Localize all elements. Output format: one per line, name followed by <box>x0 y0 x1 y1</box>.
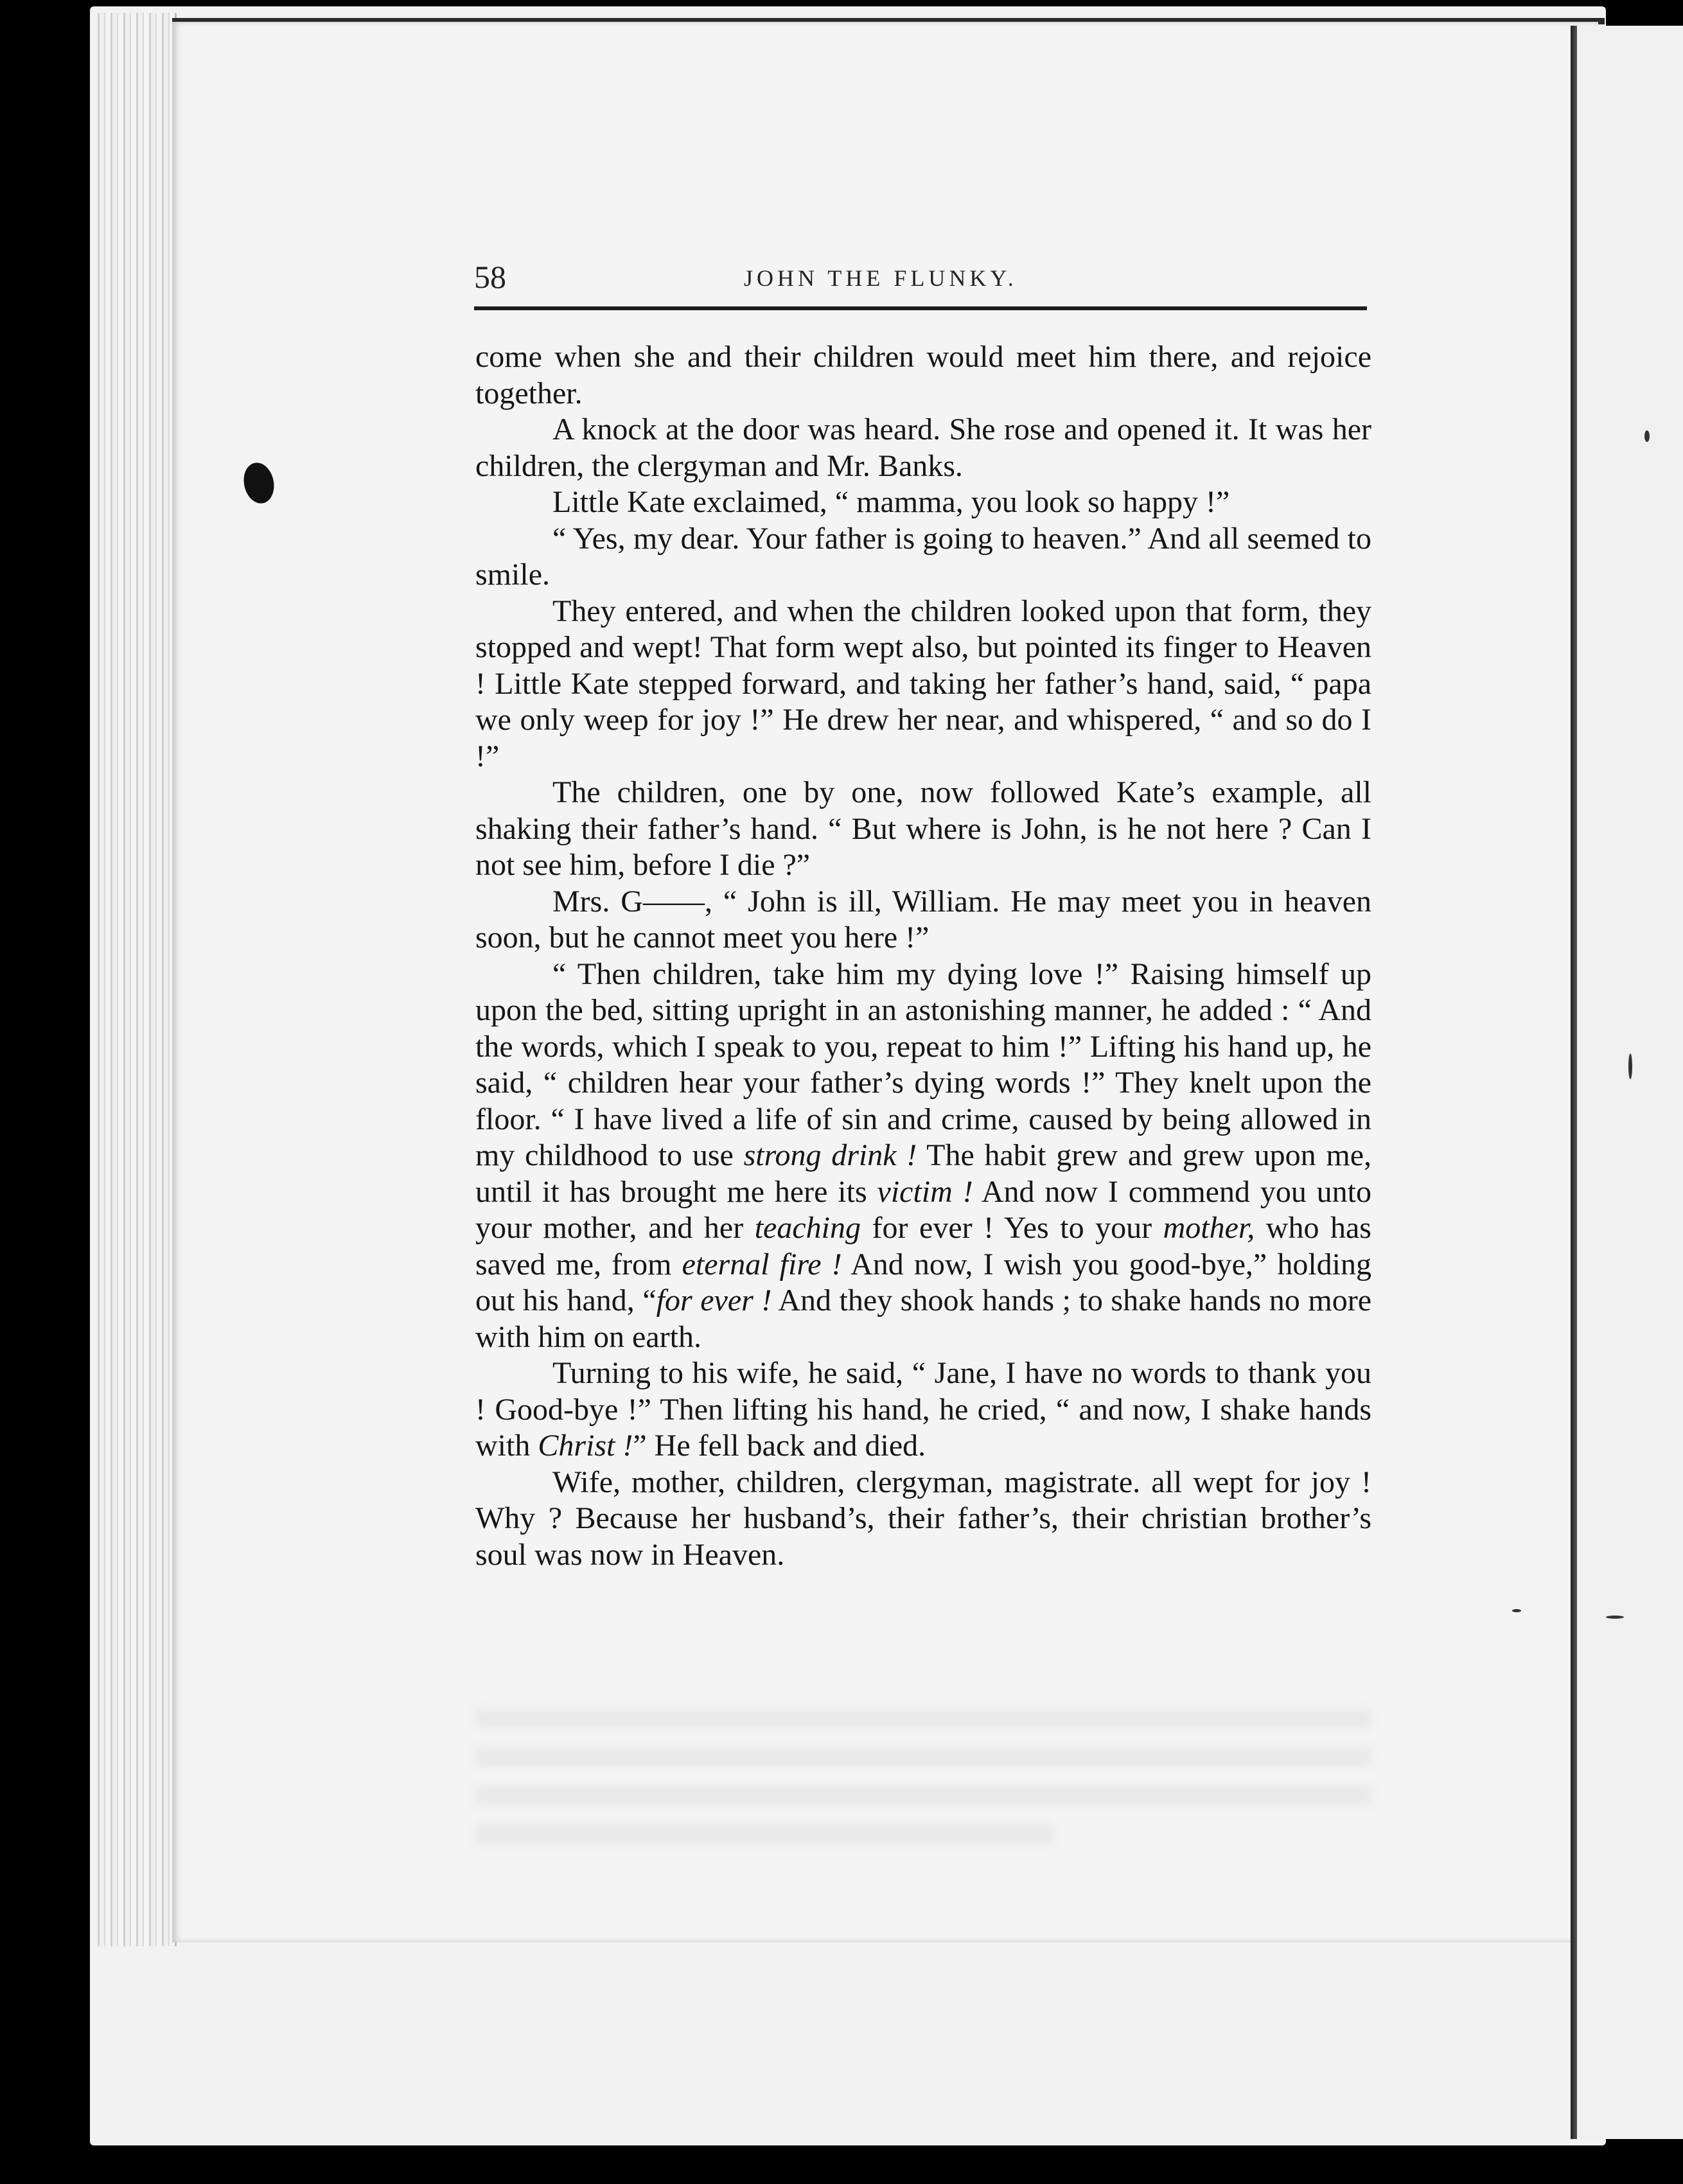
paragraph: Little Kate exclaimed, “ mamma, you look so happy !” <box>552 485 1230 519</box>
text-run: who has saved me, from <box>475 1211 1371 1281</box>
paragraph: come when she and their children would meet him there, and rejoice together. <box>475 340 1371 410</box>
running-title: JOHN THE FLUNKY. <box>744 265 1018 291</box>
paragraph: Mrs. G——, “ John is ill, William. He may meet you in heaven soon, but he cannot meet you here !” <box>475 884 1371 955</box>
page-header <box>474 251 1367 315</box>
speck <box>1512 1609 1521 1612</box>
italic-run: mother, <box>1163 1211 1255 1245</box>
text-run: ” He fell back and died. <box>633 1429 926 1463</box>
text-run: The habit grew and grew upon me, until it has brought me here its <box>475 1138 1371 1209</box>
page-number: 58 <box>474 259 506 295</box>
paragraph: The children, one by one, now followed Kate’s example, all shaking their father’s hand. “ But where is John, is he not here ? Can I not see him, before I die ?” <box>475 775 1371 882</box>
text-run: And they shook hands ; to shake hands no more with him on earth. <box>475 1283 1371 1354</box>
text-run: And now I commend you unto your mother, and her <box>475 1174 1372 1245</box>
bleed-through-line <box>475 1786 1371 1805</box>
italic-run: Christ ! <box>538 1429 633 1463</box>
speck <box>1644 430 1650 442</box>
text-run: Turning to his wife, he said, “ Jane, I have no words to thank you ! Good-bye !” Then lifting his hand, he cried, “ and now, I shake hands with <box>475 1356 1371 1463</box>
italic-run: teaching <box>754 1211 861 1245</box>
body-text <box>475 339 1371 1573</box>
paragraph-final: Wife, mother, children, clergyman, magistrate. all wept for joy ! Why ? Because her husband’s, their father’s, their christian brother’s soul was now in Heaven. <box>475 1465 1371 1572</box>
paragraph: “ Yes, my dear. Your father is going to heaven.” And all seemed to smile. <box>475 521 1371 592</box>
text-run: “ Then children, take him my dying love !” Raising himself up upon the bed, sitting upright in an astonishing manner, he added : “ And the words, which I speak to you, repeat to him !” Lifting his hand up, he said, “ children hear your father’s dying words !” They knelt upon the floor. “ I have lived a life of sin and crime, caused by being allowed in my childhood to use <box>475 956 1371 1172</box>
header-rule <box>474 306 1367 310</box>
paragraph-jane <box>475 1355 1371 1465</box>
bleed-through-line <box>475 1709 1371 1728</box>
italic-run: eternal fire ! <box>682 1247 842 1281</box>
text-run: for ever ! Yes to your <box>861 1211 1163 1245</box>
speck <box>1606 1616 1624 1619</box>
italic-run: for ever ! <box>656 1283 772 1317</box>
bleed-through-line <box>475 1747 1371 1766</box>
paragraph: A knock at the door was heard. She rose and opened it. It was her children, the clergyman and Mr. Banks. <box>475 412 1371 483</box>
paragraph-dying-words <box>475 956 1371 1356</box>
italic-run: victim ! <box>877 1174 973 1209</box>
italic-run: strong drink ! <box>743 1138 917 1172</box>
page-edges <box>98 13 177 1946</box>
facing-page <box>1577 26 1683 2139</box>
speck <box>1628 1053 1632 1079</box>
paragraph: They entered, and when the children looked upon that form, they stopped and wept! That form wept also, but pointed its finger to Heaven ! Little Kate stepped forward, and taking her father’s hand, said, “ papa we only weep for joy !” He drew her near, and whispered, “ and so do I !” <box>475 594 1371 773</box>
text-run: And now, I wish you good-bye,” holding out his hand, “ <box>475 1247 1371 1317</box>
bleed-through-line <box>475 1824 1053 1844</box>
